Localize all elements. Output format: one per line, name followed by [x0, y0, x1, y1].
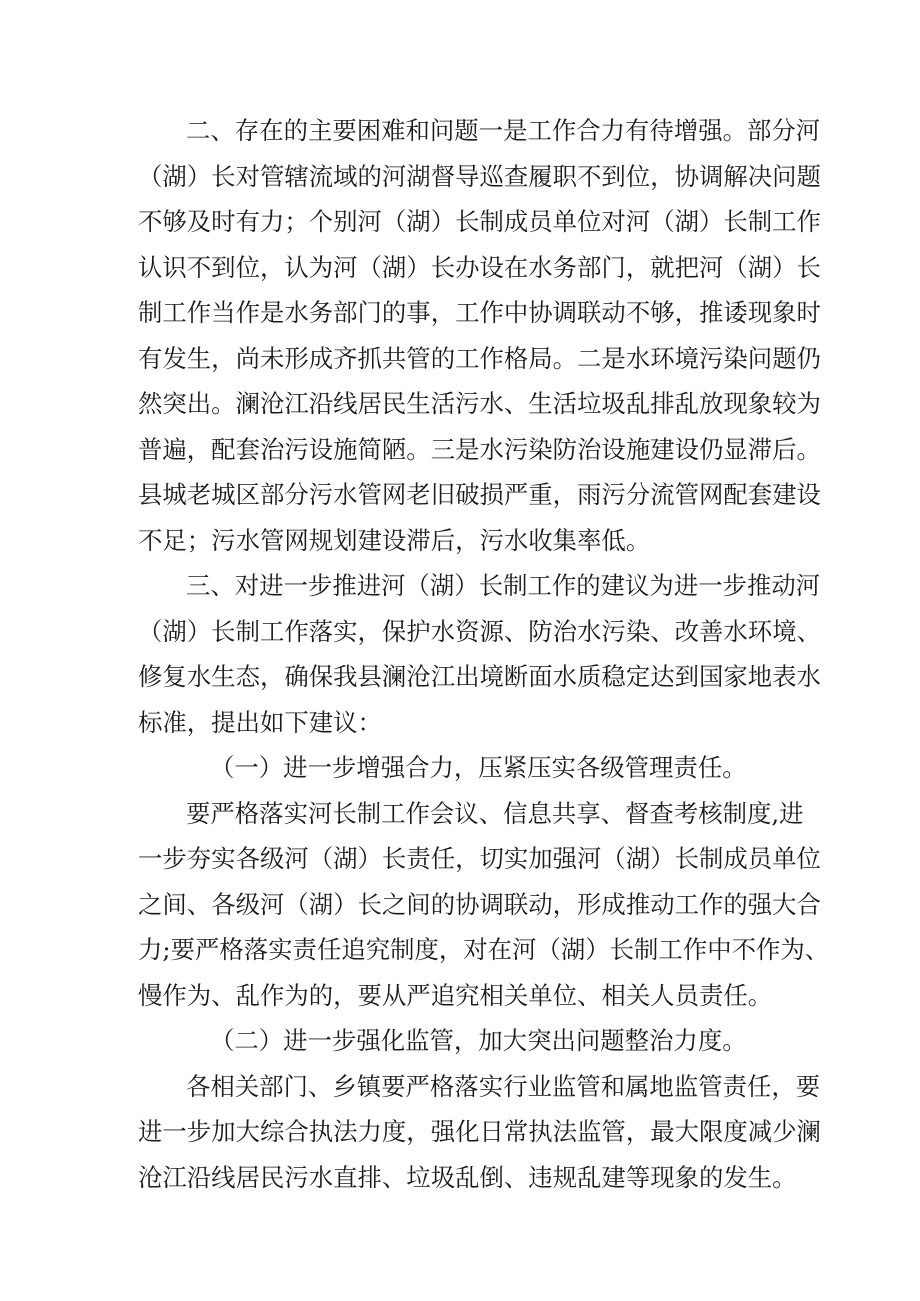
subsection-2-heading: （二）进一步强化监管，加大突出问题整治力度。	[210, 1026, 747, 1055]
section-3-line-2: （湖）长制工作落实，保护水资源、防治水污染、改善水环境、	[138, 617, 821, 646]
subsection-2-line-3: 沧江沿线居民污水直排、垃圾乱倒、违规乱建等现象的发生。	[138, 1163, 797, 1192]
subsection-1-line-2: 一步夯实各级河（湖）长责任，切实加强河（湖）长制成员单位	[138, 844, 821, 873]
subsection-1-line-3: 之间、各级河（湖）长之间的协调联动，形成推动工作的强大合	[138, 890, 821, 919]
section-3-line-1: 三、对进一步推进河（湖）长制工作的建议为进一步推动河	[186, 571, 821, 600]
section-2-line-8: 普遍，配套治污设施简陋。三是水污染防治设施建设仍显滞后。	[138, 435, 821, 464]
section-2-line-9: 县城老城区部分污水管网老旧破损严重，雨污分流管网配套建设	[138, 480, 821, 509]
section-2-line-5: 制工作当作是水务部门的事，工作中协调联动不够，推诿现象时	[138, 298, 821, 327]
section-2-line-3: 不够及时有力；个别河（湖）长制成员单位对河（湖）长制工作	[138, 207, 821, 236]
section-2-line-1: 二、存在的主要困难和问题一是工作合力有待增强。部分河	[186, 116, 821, 145]
subsection-2-line-2: 进一步加大综合执法力度，强化日常执法监管，最大限度减少澜	[138, 1117, 821, 1146]
subsection-2-line-1: 各相关部门、乡镇要严格落实行业监管和属地监管责任，要	[186, 1072, 821, 1101]
section-2-line-7: 然突出。澜沧江沿线居民生活污水、生活垃圾乱排乱放现象较为	[138, 389, 821, 418]
section-2-line-2: （湖）长对管辖流域的河湖督导巡查履职不到位，协调解决问题	[138, 162, 821, 191]
subsection-1-line-1: 要严格落实河长制工作会议、信息共享、督查考核制度,进	[186, 799, 804, 828]
section-2-line-6: 有发生，尚未形成齐抓共管的工作格局。二是水环境污染问题仍	[138, 344, 821, 373]
subsection-1-line-5: 慢作为、乱作为的，要从严追究相关单位、相关人员责任。	[138, 981, 773, 1010]
section-3-line-3: 修复水生态，确保我县澜沧江出境断面水质稳定达到国家地表水	[138, 662, 821, 691]
section-2-line-4: 认识不到位，认为河（湖）长办设在水务部门，就把河（湖）长	[138, 253, 821, 282]
section-2-line-10: 不足；污水管网规划建设滞后，污水收集率低。	[138, 526, 651, 555]
section-3-line-4: 标准，提出如下建议：	[138, 708, 382, 737]
subsection-1-line-4: 力;要严格落实责任追究制度，对在河（湖）长制工作中不作为、	[138, 935, 830, 964]
subsection-1-heading: （一）进一步增强合力，压紧压实各级管理责任。	[210, 753, 747, 782]
